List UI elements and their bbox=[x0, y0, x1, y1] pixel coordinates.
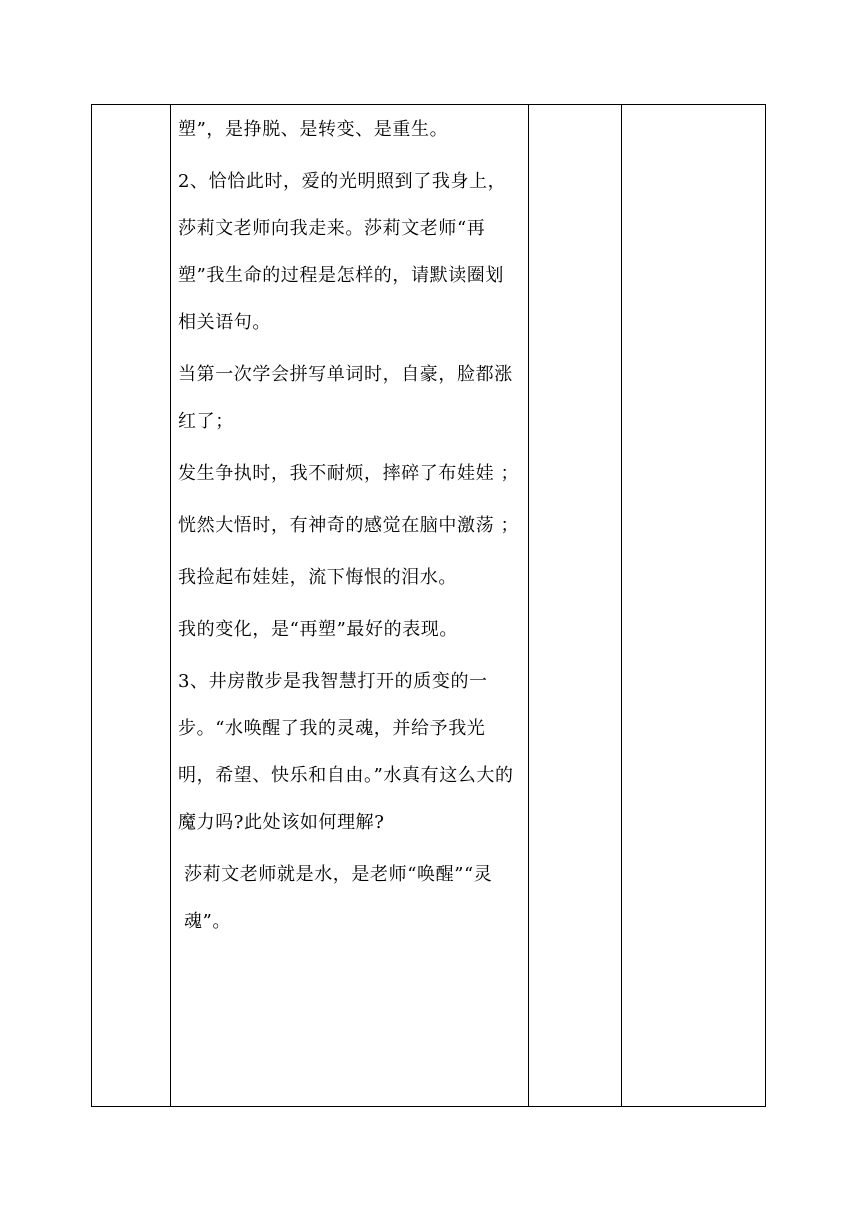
question-3: 3、井房散步是我智慧打开的质变的一步。“水唤醒了我的灵魂，并给予我光明，希望、快乐和自由。”水真有这么大的魔力吗?此处该如何理解? bbox=[178, 671, 514, 833]
column-divider bbox=[621, 105, 622, 1106]
answer-line: 当第一次学会拼写单词时，自豪，脸都涨红了； bbox=[178, 364, 513, 432]
answer-line: 恍然大悟时，有神奇的感觉在脑中激荡 ； bbox=[178, 515, 520, 536]
answer-line: 莎莉文老师就是水，是老师“唤醒”“灵魂”。 bbox=[184, 864, 493, 932]
teaching-content-cell bbox=[171, 105, 528, 1106]
question-2: 2、恰恰此时，爱的光明照到了我身上，莎莉文老师向我走来。莎莉文老师“再塑”我生命的过程是怎样的，请默读圈划相关语句。 bbox=[178, 171, 507, 333]
paragraph: 塑”，是挣脱、是转变、是重生。 bbox=[178, 119, 449, 140]
answer-line: 我捡起布娃娃，流下悔恨的泪水。 bbox=[178, 567, 457, 588]
answer-line: 发生争执时，我不耐烦，摔碎了布娃娃 ； bbox=[178, 463, 520, 484]
summary-line: 我的变化，是“再塑”最好的表现。 bbox=[178, 619, 459, 640]
lesson-table bbox=[91, 104, 766, 1107]
column-divider bbox=[528, 105, 529, 1106]
